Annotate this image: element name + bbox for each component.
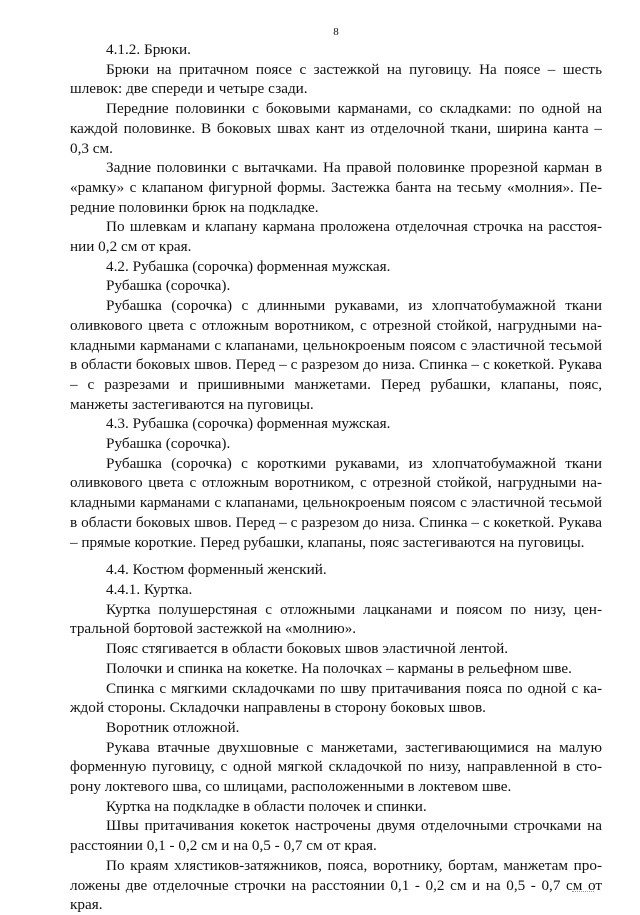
paragraph: Пояс стягивается в области боковых швов эластичной лентой.	[106, 640, 509, 658]
paragraph: Брюки на притачном поясе с застежкой на пуговицу. На поясе – шесть шлевок: две спереди и четыре сзади.	[70, 60, 602, 98]
heading-shirt-long: 4.2. Рубашка (сорочка) форменная мужская.	[106, 257, 391, 275]
paragraph: Полочки и спинка на кокетке. На полочках – карманы в рельефном шве.	[106, 659, 572, 677]
subheading-shirt: Рубашка (сорочка).	[106, 435, 231, 453]
heading-womens-suit: 4.4. Костюм форменный женский.	[106, 561, 327, 579]
paragraph: Передние половинки с боковыми карманами, со складками: по одной на каждой половинке. В боковых швах кант из отделочной ткани, ширина канта – 0,3 см.	[70, 100, 602, 157]
document-body	[70, 40, 602, 915]
paragraph: Задние половинки с вытачками. На правой половинке прорезной карман в «рамку» с клапаном фигурной формы. Застежка банта на тесьму «молния». Передние половинки брюк на подкладке.	[70, 159, 602, 216]
paragraph: По краям хлястиков-затяжников, пояса, воротнику, бортам, манжетам проложены две отделочные строчки на расстоянии 0,1 - 0,2 см и на 0,5 - 0,7 см от края.	[70, 856, 602, 914]
paragraph: Рукава втачные двухшовные с манжетами, застегивающимися на малую форменную пуговицу, с одной мягкой складочкой по низу, направленной в сторону локтевого шва, со шлицами, расположенными в локтевом шве.	[70, 738, 602, 796]
heading-jacket: 4.4.1. Куртка.	[106, 580, 193, 598]
paragraph: Куртка полушерстяная с отложными лацканами и поясом по низу, центральной бортовой застежкой на «молнию».	[70, 600, 602, 638]
section-spacer	[70, 552, 602, 560]
paragraph: Куртка на подкладке в области полочек и спинки.	[106, 797, 427, 815]
document-page	[70, 0, 602, 914]
subheading-shirt: Рубашка (сорочка).	[106, 277, 231, 295]
paragraph: Рубашка (сорочка) с длинными рукавами, из хлопчатобумажной ткани оливкового цвета с отложным воротником, с отрезной стойкой, нагрудными накладными карманами с клапанами, цельнокроеным поясом с эластичной тесьмой в области боковых швов. Перед – с разрезом до низа. Спинка – с кокеткой. Рукава – с разрезами и пришивными манжетами. Перед рубашки, клапаны, пояс, манжеты застегиваются на пуговицы.	[70, 297, 602, 413]
heading-trousers: 4.1.2. Брюки.	[106, 41, 191, 58]
scan-artifact	[572, 891, 594, 895]
heading-shirt-short: 4.3. Рубашка (сорочка) форменная мужская.	[106, 415, 391, 433]
paragraph: Швы притачивания кокеток настрочены двумя отделочными строчками на расстоянии 0,1 - 0,2 см и на 0,5 - 0,7 см от края.	[70, 817, 602, 855]
paragraph: Рубашка (сорочка) с короткими рукавами, из хлопчатобумажной ткани оливкового цвета с отложным воротником, с отрезной стойкой, нагрудными накладными карманами с клапанами, цельнокроеным поясом с эластичной тесьмой в области боковых швов. Перед – с разрезом до низа. Спинка – с кокеткой. Рукава – прямые короткие. Перед рубашки, клапаны, пояс застегиваются на пуговицы.	[70, 454, 602, 551]
paragraph: Воротник отложной.	[106, 718, 240, 736]
paragraph: По шлевкам и клапану кармана проложена отделочная строчка на расстоянии 0,2 см от края.	[70, 218, 602, 256]
page-number: 8	[333, 26, 339, 38]
paragraph: Спинка с мягкими складочками по шву притачивания пояса по одной с каждой стороны. Складочки направлены в сторону боковых швов.	[70, 679, 602, 717]
